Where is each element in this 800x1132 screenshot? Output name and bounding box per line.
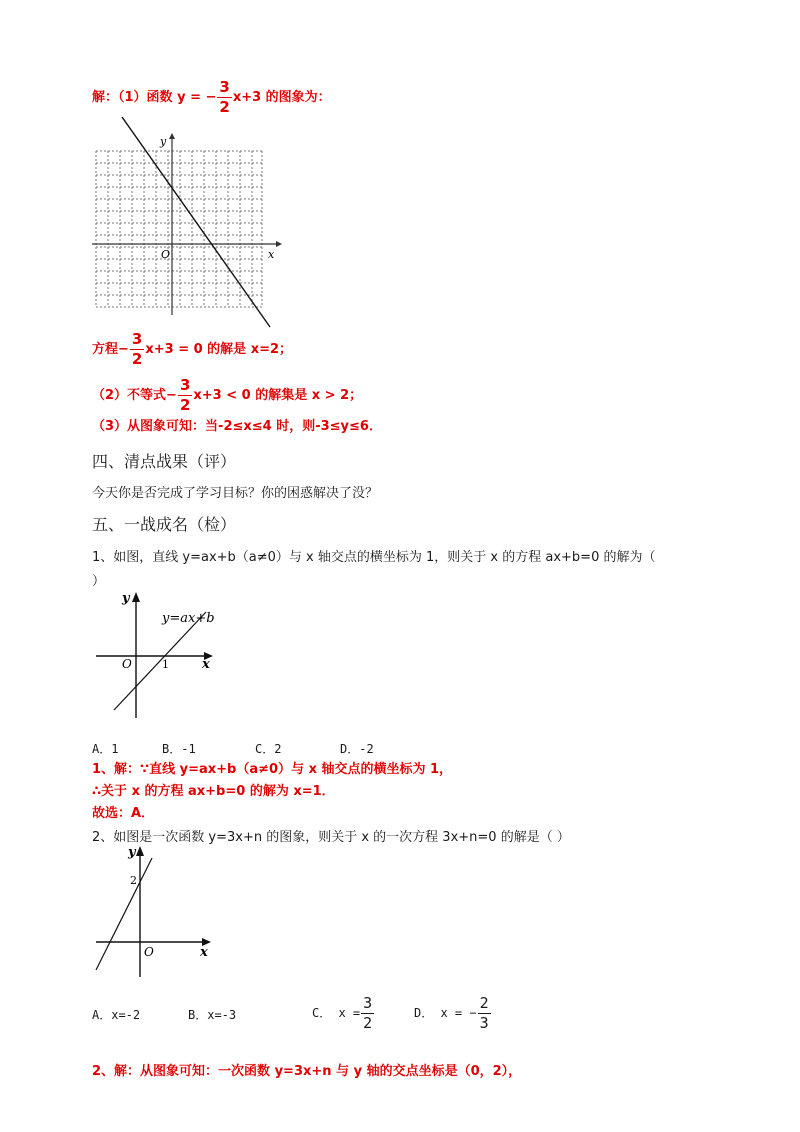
q2-option-a[interactable]: A．x=-2 xyxy=(92,1008,141,1022)
section5-title: 五、一战成名（检） xyxy=(92,515,237,534)
q2-option-d[interactable]: D． x = − $\frac{2}{3}$ xyxy=(414,994,489,1032)
x-axis-label: x xyxy=(268,248,275,261)
section4-question: 今天你是否完成了学习目标？你的困惑解决了没？ xyxy=(92,486,379,501)
y-axis-arrow xyxy=(136,846,144,856)
q2-figure xyxy=(90,842,220,982)
graph-line-function xyxy=(90,115,290,330)
q1-answer-line1: 1、解：∵直线 y=ax+b（a≠0）与 x 轴交点的横坐标为 1， xyxy=(92,762,453,777)
q1-option-a[interactable]: A．1 xyxy=(92,742,119,756)
solution-range: （3）从图象可知：当-2≤x≤4 时，则-3≤y≤6． xyxy=(92,419,382,434)
grid xyxy=(96,151,262,307)
x-axis-label: x xyxy=(202,657,210,672)
fraction-2-3: $\frac{2}{3}$ xyxy=(479,994,489,1032)
y-axis-arrow xyxy=(132,592,140,602)
section4-title: 四、清点战果（评） xyxy=(92,452,237,471)
q1-answer-line2: ∴关于 x 的方程 ax+b=0 的解为 x=1． xyxy=(92,784,335,799)
origin-label: O xyxy=(161,248,171,261)
fraction-3-2: $\frac{3}{2}$ xyxy=(219,78,230,116)
q1-answer-line3: 故选：A． xyxy=(92,806,155,821)
solution-inequality: （2）不等式− $\frac{3}{2}$ x+3 < 0 的解集是 x > 2； xyxy=(92,376,363,414)
q2-text: 2、如图是一次函数 y=3x+n 的图象，则关于 x 的一次方程 3x+n=0 的解是（ ） xyxy=(92,830,570,845)
fraction-3-2: $\frac{3}{2}$ xyxy=(179,376,191,414)
q2-option-c[interactable]: C． x = $\frac{3}{2}$ xyxy=(312,994,373,1032)
q1-option-c[interactable]: C．2 xyxy=(255,742,282,756)
solution-intro: 解：（1）函数 y = − $\frac{3}{2}$ x+3 的图象为： xyxy=(92,78,331,116)
origin-label: O xyxy=(144,945,154,959)
tick-label-2: 2 xyxy=(130,874,137,887)
line-label: y=ax+b xyxy=(162,611,215,626)
y-axis-label: y xyxy=(122,591,130,606)
fraction-3-2: $\frac{3}{2}$ xyxy=(131,330,143,368)
q1-text-line2: ） xyxy=(92,574,106,589)
y-axis-label: y xyxy=(128,845,136,860)
q2-answer-line1: 2、解：从图象可知：一次函数 y=3x+n 与 y 轴的交点坐标是（0，2）， xyxy=(92,1064,522,1079)
q1-option-d[interactable]: D．-2 xyxy=(340,742,374,756)
q1-figure xyxy=(90,588,230,723)
q1-option-b[interactable]: B．-1 xyxy=(162,742,196,756)
y-axis-arrow xyxy=(169,133,175,139)
y-axis-label: y xyxy=(160,135,167,148)
origin-label: O xyxy=(122,657,132,671)
q2-option-b[interactable]: B．x=-3 xyxy=(188,1008,237,1022)
fraction-3-2: $\frac{3}{2}$ xyxy=(363,994,373,1032)
tick-label-1: 1 xyxy=(162,658,169,671)
solution-equation: 方程− $\frac{3}{2}$ x+3 = 0 的解是 x=2； xyxy=(92,330,293,368)
x-axis-arrow xyxy=(276,241,282,247)
x-axis-label: x xyxy=(200,945,208,960)
q1-text-line1: 1、如图，直线 y=ax+b（a≠0）与 x 轴交点的横坐标为 1，则关于 x 的方程 ax+b=0 的解为（ xyxy=(92,550,656,565)
